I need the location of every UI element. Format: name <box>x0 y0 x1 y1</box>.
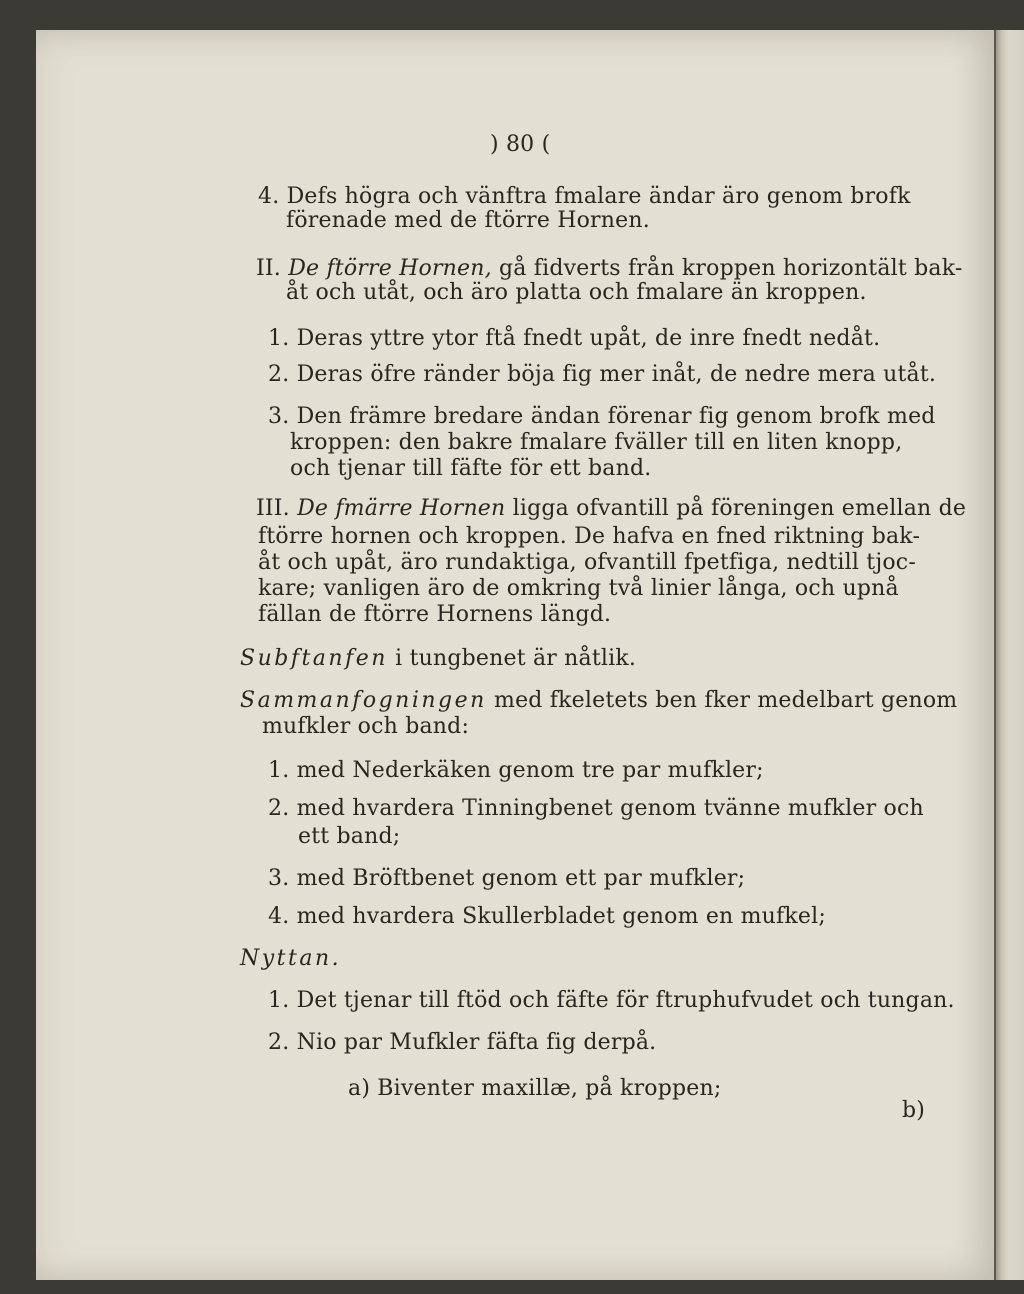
list-item: 3. med Bröftbenet genom ett par mufkler; <box>268 866 746 891</box>
list-item: 2. med hvardera Tinningbenet genom tvänne mufkler och <box>268 796 924 821</box>
section-number: II. <box>256 256 281 281</box>
text-line: 3. Den främre bredare ändan förenar fig genom brofk med <box>268 404 936 429</box>
text-line: förenade med de ftörre Hornen. <box>286 208 650 233</box>
paragraph-text: med fkeletets ben fker medelbart genom <box>494 688 958 713</box>
section-title: De fmärre Hornen <box>297 496 506 521</box>
section-title: De ftörre Hornen, <box>288 256 492 281</box>
text-line: 1. Deras yttre ytor ftå fnedt upåt, de inre fnedt nedåt. <box>268 326 881 351</box>
paragraph-title: Sammanfogningen <box>240 688 487 713</box>
paragraph-text: i tungbenet är nåtlik. <box>395 646 637 671</box>
text-line: ftörre hornen och kroppen. De hafva en fned riktning bak- <box>258 524 921 549</box>
substansen-line <box>240 646 636 672</box>
text-line: fällan de ftörre Hornens längd. <box>258 602 612 627</box>
catchword: b) <box>902 1098 926 1123</box>
text-line: åt och utåt, och äro platta och fmalare än kroppen. <box>286 280 867 305</box>
sammanfogningen-line <box>240 688 957 714</box>
text-line: 4. Defs högra och vänftra fmalare ändar äro genom brofk <box>258 184 911 209</box>
text-line: kroppen: den bakre fmalare fväller till en liten knopp, <box>290 430 903 455</box>
section-heading <box>256 256 963 282</box>
text-line: mufkler och band: <box>262 714 470 739</box>
text-line: 2. Deras öfre ränder böja fig mer inåt, de nedre mera utåt. <box>268 362 937 387</box>
text-line: och tjenar till fäfte för ett band. <box>290 456 652 481</box>
list-item: 1. Det tjenar till ftöd och fäfte för ftruphufvudet och tungan. <box>268 988 955 1013</box>
text-line: åt och upåt, äro rundaktiga, ofvantill fpetfiga, nedtill tjoc- <box>258 550 916 575</box>
section-text: gå fidverts från kroppen horizontält bak- <box>499 256 963 281</box>
next-page-edge <box>994 30 1024 1280</box>
section-number: III. <box>256 496 290 521</box>
list-item: 4. med hvardera Skullerbladet genom en mufkel; <box>268 904 826 929</box>
section-text: ligga ofvantill på föreningen emellan de <box>512 496 967 521</box>
text-line: kare; vanligen äro de omkring två linier långa, och upnå <box>258 576 899 601</box>
list-item: 1. med Nederkäken genom tre par mufkler; <box>268 758 764 783</box>
paragraph-title: Nyttan. <box>240 946 342 971</box>
list-item: a) Biventer maxillæ, på kroppen; <box>348 1076 722 1101</box>
page-number: ) 80 ( <box>490 132 551 157</box>
list-item: ett band; <box>298 824 401 849</box>
section-heading <box>256 496 966 522</box>
paragraph-title: Subftanfen <box>240 646 388 671</box>
list-item: 2. Nio par Mufkler fäfta fig derpå. <box>268 1030 657 1055</box>
